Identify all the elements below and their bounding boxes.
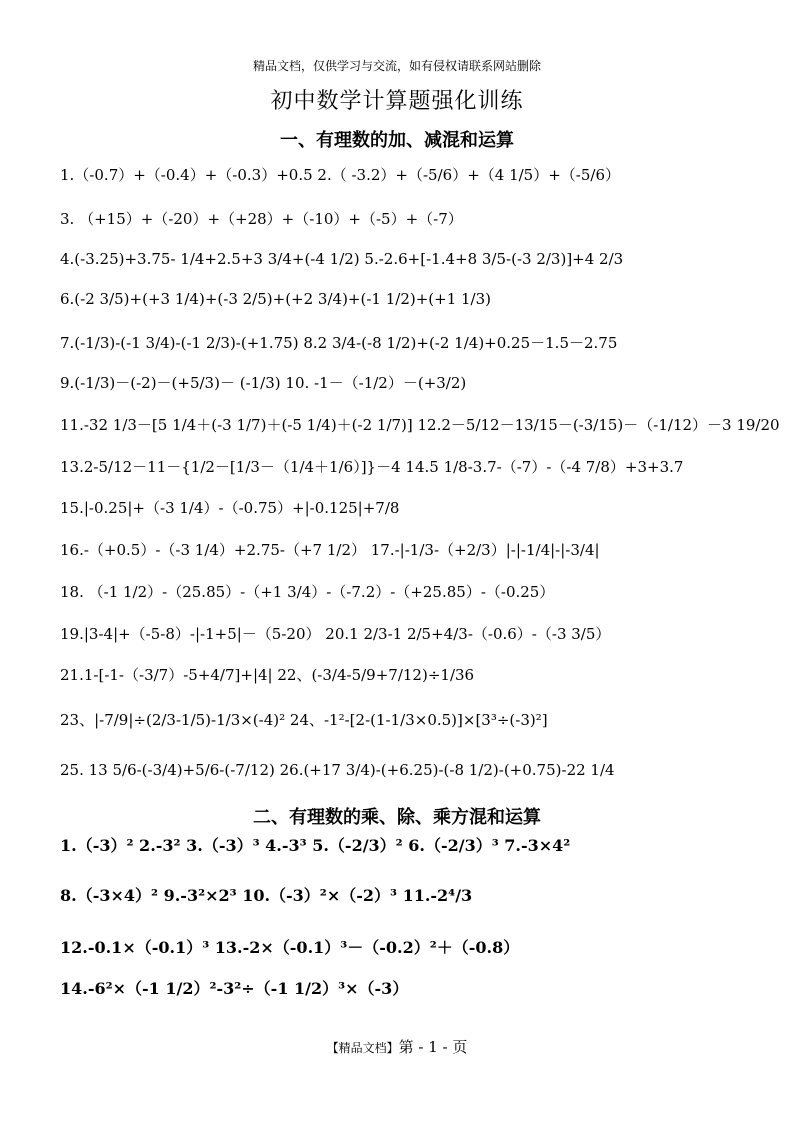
- problem-line: 8.（-3×4）² 9.-3²×2³ 10.（-3）²×（-2）³ 11.-2⁴/3: [60, 886, 473, 905]
- problem-line: 4.(-3.25)+3.75- 1/4+2.5+3 3/4+(-4 1/2) 5.-2.6+[-1.4+8 3/5-(-3 2/3)]+4 2/3: [60, 250, 624, 268]
- section-1-title: 一、有理数的加、减混和运算: [280, 130, 514, 151]
- problem-line: 11.-32 1/3－[5 1/4＋(-3 1/7)＋(-5 1/4)＋(-2 1/7)] 12.2－5/12－13/15－(-3/15)－（-1/12）－3 19/20: [60, 416, 780, 434]
- problem-line: 12.-0.1×（-0.1）³ 13.-2×（-0.1）³－（-0.2）²＋（-0.8）: [60, 938, 520, 957]
- problem-line: 3. （+15）+（-20）+（+28）+（-10）+（-5）+（-7）: [60, 210, 463, 228]
- problem-line: 15.|-0.25|+（-3 1/4）-（-0.75）+|-0.125|+7/8: [60, 499, 400, 517]
- problem-line: 14.-6²×（-1 1/2）²-3²÷（-1 1/2）³×（-3）: [60, 979, 409, 998]
- problem-line: 19.|3-4|+（-5-8）-|-1+5|－（5-20） 20.1 2/3-1 2/5+4/3-（-0.6）-（-3 3/5）: [60, 625, 611, 643]
- problem-line: 23、|-7/9|÷(2/3-1/5)-1/3×(-4)² 24、-1²-[2-(1-1/3×0.5)]×[3³÷(-3)²]: [60, 711, 548, 729]
- problem-line: 1.（-3）² 2.-3² 3.（-3）³ 4.-3³ 5.（-2/3）² 6.（-2/3）³ 7.-3×4²: [60, 836, 571, 855]
- problem-line: 6.(-2 3/5)+(+3 1/4)+(-3 2/5)+(+2 3/4)+(-1 1/2)+(+1 1/3): [60, 290, 492, 308]
- page-number: 第 - 1 - 页: [398, 1038, 468, 1056]
- problem-line: 21.1-[-1-（-3/7）-5+4/7]+|4| 22、(-3/4-5/9+7/12)÷1/36: [60, 666, 475, 684]
- footer-tag: 【精品文档】: [326, 1041, 399, 1055]
- page-footer: [0, 1036, 794, 1057]
- problem-line: 13.2-5/12－11－{1/2－[1/3－（1/4＋1/6）]}－4 14.5 1/8-3.7-（-7）-（-4 7/8）+3+3.7: [60, 458, 684, 476]
- problem-line: 18. （-1 1/2）-（25.85）-（+1 3/4）-（-7.2）-（+25.85）-（-0.25）: [60, 583, 555, 601]
- problem-line: 16.-（+0.5）-（-3 1/4）+2.75-（+7 1/2） 17.-|-1/3-（+2/3）|-|-1/4|-|-3/4|: [60, 541, 600, 559]
- header-note: 精品文档，仅供学习与交流，如有侵权请联系网站删除: [252, 59, 541, 73]
- problem-line: 9.(-1/3)－(-2)－(+5/3)－ (-1/3) 10. -1－（-1/2）－(+3/2): [60, 374, 467, 392]
- page-title: 初中数学计算题强化训练: [270, 89, 524, 114]
- problem-line: 25. 13 5/6-(-3/4)+5/6-(-7/12) 26.(+17 3/4)-(+6.25)-(-8 1/2)-(+0.75)-22 1/4: [60, 761, 615, 779]
- problem-line: 1.（-0.7）+（-0.4）+（-0.3）+0.5 2.（ -3.2）+（-5/6）+（4 1/5）+（-5/6）: [60, 166, 620, 184]
- section-2-title: 二、有理数的乘、除、乘方混和运算: [253, 807, 541, 828]
- problem-line: 7.(-1/3)-(-1 3/4)-(-1 2/3)-(+1.75) 8.2 3/4-(-8 1/2)+(-2 1/4)+0.25－1.5－2.75: [60, 334, 618, 352]
